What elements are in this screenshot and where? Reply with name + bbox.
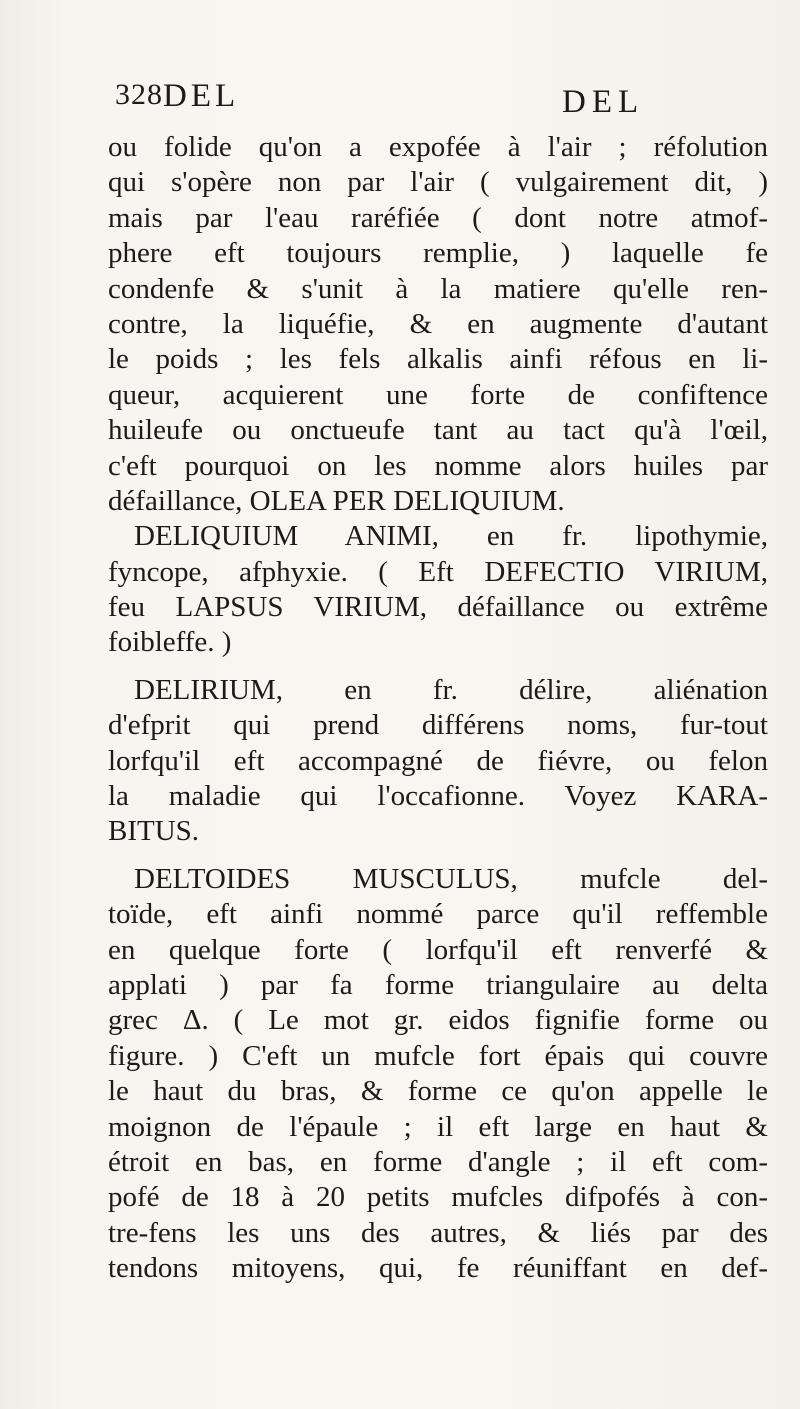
text-line: foibleffe. ) xyxy=(108,626,232,659)
text-line: le haut du bras, & forme ce qu'on appelle le xyxy=(108,1075,768,1108)
text-line: lorfqu'il eft accompagné de fiévre, ou felon xyxy=(108,744,768,777)
text-line: BITUS. xyxy=(108,815,200,848)
entry-heading-line: DELTOIDES MUSCULUS, mufcle del- xyxy=(134,862,768,895)
text-line: étroit en bas, en forme d'angle ; il eft com- xyxy=(108,1145,768,1178)
text-line: fyncope, afphyxie. ( Eft DEFECTIO VIRIUM, xyxy=(108,555,768,588)
text-line: figure. ) C'eft un mufcle fort épais qui couvre xyxy=(108,1039,768,1072)
right-running-head: DEL xyxy=(562,84,645,120)
text-line: la maladie qui l'occafionne. Voyez KARA- xyxy=(108,780,768,813)
text-line: le poids ; les fels alkalis ainfi réfous en li- xyxy=(108,343,768,376)
text-line: contre, la liquéfie, & en augmente d'autant xyxy=(108,307,768,340)
text-line: en quelque forte ( lorfqu'il eft renverfé & xyxy=(108,933,768,966)
text-line: toïde, eft ainfi nommé parce qu'il reffemble xyxy=(108,898,768,931)
text-line: huileufe ou onctueufe tant au tact qu'à l'œil, xyxy=(108,414,768,447)
text-line: queur, acquierent une forte de confiftence xyxy=(108,378,768,411)
text-line: tendons mitoyens, qui, fe réuniffant en def- xyxy=(108,1252,768,1285)
text-line: condenfe & s'unit à la matiere qu'elle ren- xyxy=(108,272,768,305)
text-line: qui s'opère non par l'air ( vulgairement dit, ) xyxy=(108,166,768,199)
paragraph-gap xyxy=(108,850,768,862)
text-line: pofé de 18 à 20 petits mufcles difpofés à con- xyxy=(108,1181,768,1214)
page-number: 328 xyxy=(115,78,163,111)
text-line: applati ) par fa forme triangulaire au delta xyxy=(108,968,768,1001)
text-line: mais par l'eau raréfiée ( dont notre atmof- xyxy=(108,201,768,234)
paragraph-gap xyxy=(108,661,768,673)
text-line: phere eft toujours remplie, ) laquelle fe xyxy=(108,237,768,270)
text-line: c'eft pourquoi on les nomme alors huiles par xyxy=(108,449,768,482)
text-line: tre-fens les uns des autres, & liés par des xyxy=(108,1216,768,1249)
text-line: feu LAPSUS VIRIUM, défaillance ou extrême xyxy=(108,591,768,624)
entry-heading-line: DELIRIUM, en fr. délire, aliénation xyxy=(134,673,768,706)
entry-heading-line: DELIQUIUM ANIMI, en fr. lipothymie, xyxy=(134,520,768,553)
text-line: ou folide qu'on a expofée à l'air ; réfolution xyxy=(108,131,768,163)
text-line: moignon de l'épaule ; il eft large en haut & xyxy=(108,1110,768,1143)
left-running-head: DEL xyxy=(163,78,240,114)
text-line: défaillance, OLEA PER DELIQUIUM. xyxy=(108,484,565,517)
body-text xyxy=(108,130,768,1287)
page-header xyxy=(115,78,765,128)
text-line: d'efprit qui prend différens noms, fur-tout xyxy=(108,709,768,742)
text-line: grec Δ. ( Le mot gr. eidos fignifie forme ou xyxy=(108,1004,768,1037)
